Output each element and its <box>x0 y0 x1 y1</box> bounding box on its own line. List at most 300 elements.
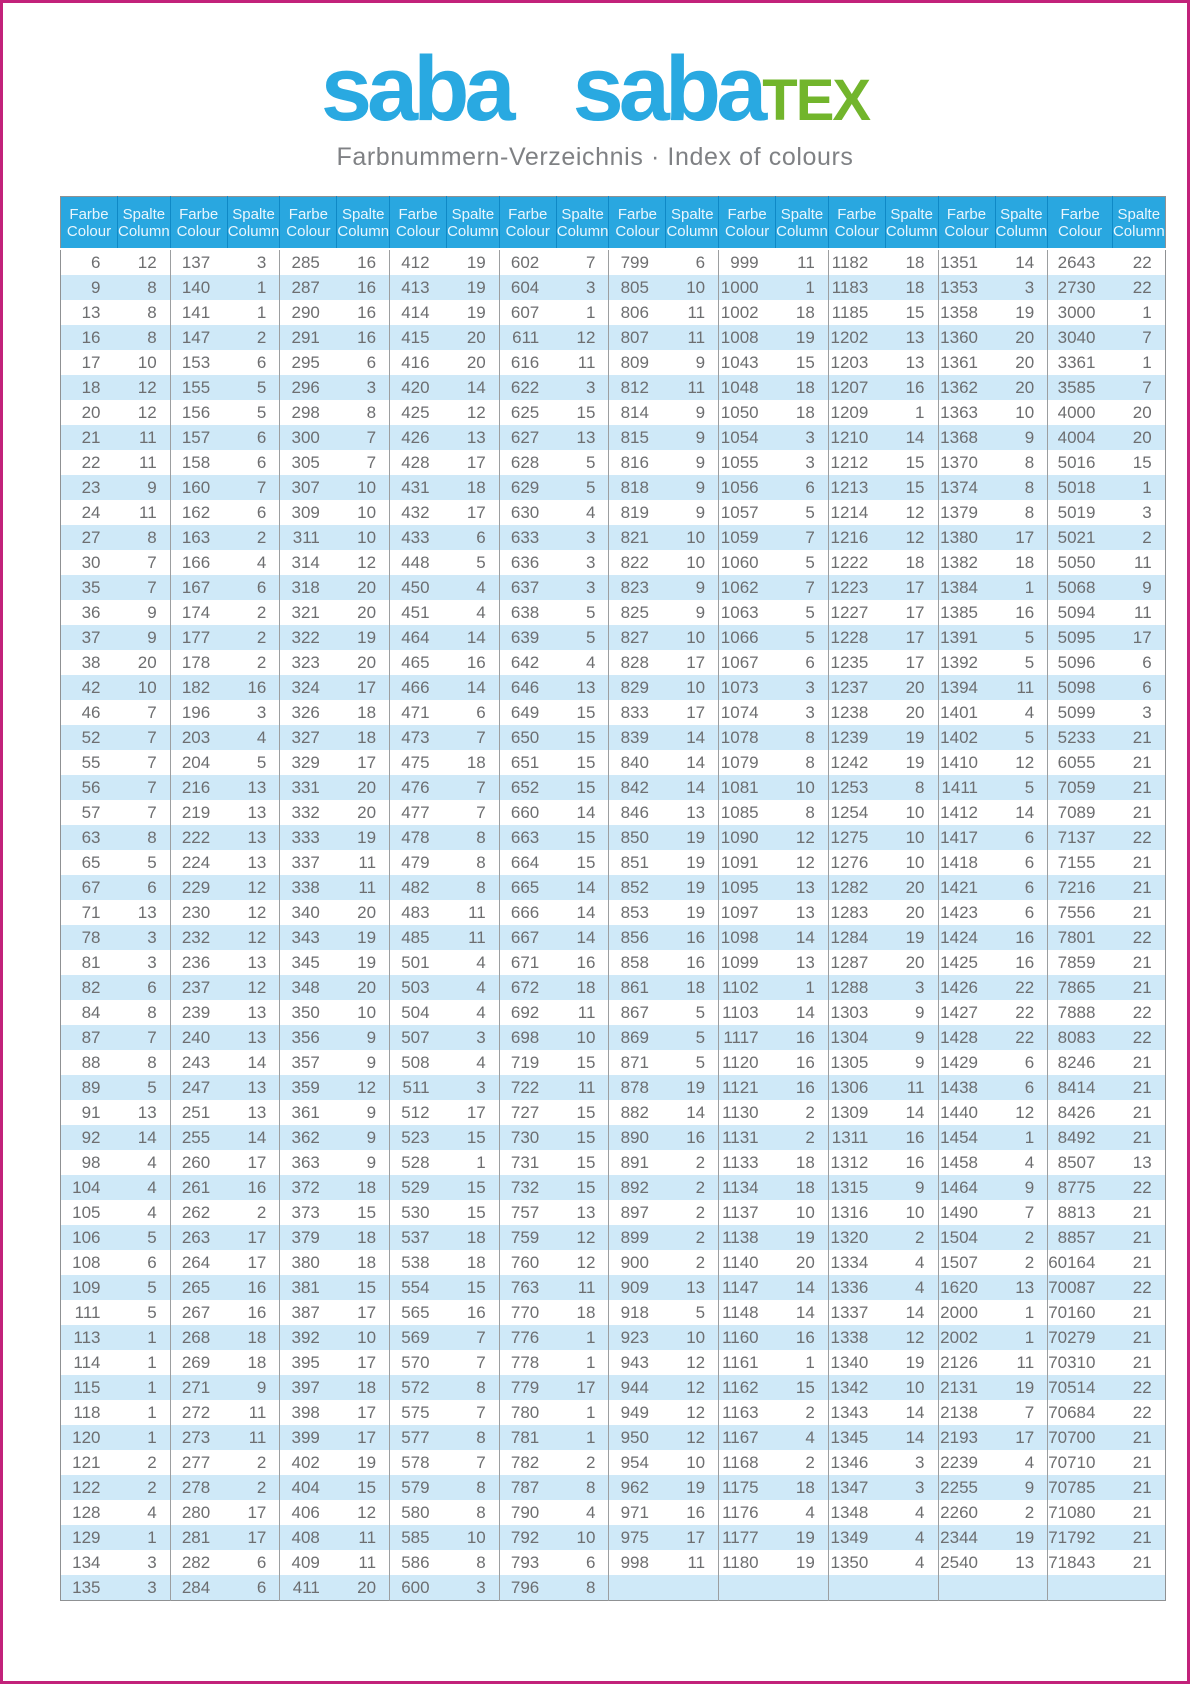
spalte-cell: 1 <box>227 275 280 300</box>
farbe-cell: 7865 <box>1048 975 1113 1000</box>
farbe-cell: 819 <box>620 502 649 522</box>
farbe-cell: 625 <box>510 402 540 422</box>
spalte-cell: 19 <box>885 1350 938 1375</box>
spalte-cell: 18 <box>776 1175 829 1200</box>
spalte-cell: 18 <box>227 1325 280 1350</box>
spalte-cell: 4 <box>447 1050 500 1075</box>
farbe-cell: 412 <box>401 252 430 272</box>
farbe-cell: 78 <box>61 925 118 950</box>
spalte-cell: 12 <box>666 1350 719 1375</box>
farbe-cell: 134 <box>72 1552 101 1572</box>
farbe-cell: 9 <box>61 275 118 300</box>
farbe-cell: 667 <box>499 925 556 950</box>
farbe-cell: 13 <box>81 302 101 322</box>
farbe-cell: 2255 <box>938 1475 995 1500</box>
spalte-cell: 14 <box>666 750 719 775</box>
farbe-cell: 1066 <box>719 625 776 650</box>
spalte-cell: 5 <box>995 625 1048 650</box>
spalte-cell: 17 <box>227 1250 280 1275</box>
farbe-cell: 361 <box>291 1102 320 1122</box>
farbe-cell: 1161 <box>722 1352 759 1372</box>
farbe-cell: 1353 <box>938 275 995 300</box>
farbe-cell: 580 <box>401 1502 430 1522</box>
spalte-cell: 20 <box>337 775 390 800</box>
farbe-cell: 290 <box>291 302 320 322</box>
spalte-cell: 1 <box>556 300 609 325</box>
spalte-cell: 11 <box>666 375 719 400</box>
spalte-cell: 12 <box>885 525 938 550</box>
spalte-cell: 5 <box>776 625 829 650</box>
farbe-cell: 1213 <box>828 475 885 500</box>
logo-row <box>3 38 1187 140</box>
farbe-cell: 1363 <box>940 402 978 422</box>
farbe-cell: 326 <box>291 702 320 722</box>
farbe-cell: 36 <box>81 602 101 622</box>
farbe-cell: 363 <box>291 1152 320 1172</box>
farbe-cell: 448 <box>401 552 430 572</box>
spalte-cell: 1 <box>995 1325 1048 1350</box>
farbe-cell: 649 <box>510 702 540 722</box>
farbe-cell: 284 <box>170 1575 227 1601</box>
spalte-cell: 22 <box>1132 1402 1152 1422</box>
spalte-cell: 7 <box>337 425 390 450</box>
spalte-cell: 10 <box>885 850 938 875</box>
spalte-cell: 3 <box>118 1550 171 1575</box>
spalte-cell: 22 <box>995 1000 1048 1025</box>
spalte-cell: 8 <box>885 775 938 800</box>
spalte-cell: 20 <box>885 950 938 975</box>
spalte-cell: 15 <box>447 1200 500 1225</box>
spalte-cell: 9 <box>666 475 719 500</box>
farbe-cell: 387 <box>291 1302 320 1322</box>
farbe-cell: 1620 <box>938 1275 995 1300</box>
spalte-cell: 11 <box>118 450 171 475</box>
farbe-cell: 1392 <box>940 652 978 672</box>
farbe-cell: 232 <box>170 925 227 950</box>
farbe-cell: 71843 <box>1048 1552 1096 1572</box>
spalte-cell: 10 <box>885 800 938 825</box>
farbe-cell: 167 <box>170 575 227 600</box>
spalte-cell: 20 <box>995 350 1048 375</box>
spalte-cell: 20 <box>885 700 938 725</box>
spalte-cell: 19 <box>337 825 390 850</box>
farbe-cell: 219 <box>181 802 211 822</box>
farbe-cell: 7888 <box>1057 1002 1096 1022</box>
spalte-cell: 11 <box>556 1000 609 1025</box>
spalte-cell: 4 <box>885 1250 938 1275</box>
spalte-cell: 14 <box>447 675 500 700</box>
farbe-cell: 672 <box>499 975 556 1000</box>
spalte-cell: 11 <box>337 1525 390 1550</box>
spalte-cell: 10 <box>556 1525 609 1550</box>
spalte-cell: 13 <box>227 800 280 825</box>
farbe-cell: 281 <box>170 1525 227 1550</box>
farbe-cell: 409 <box>291 1552 320 1572</box>
farbe-cell: 70310 <box>1048 1352 1096 1372</box>
farbe-cell: 1223 <box>828 575 885 600</box>
spalte-cell: 12 <box>337 1075 390 1100</box>
table-row <box>61 1325 1166 1350</box>
spalte-cell: 3 <box>447 1025 500 1050</box>
spalte-cell: 14 <box>556 900 609 925</box>
spalte-cell: 16 <box>227 675 280 700</box>
farbe-cell: 1063 <box>720 602 759 622</box>
spalte-cell: 21 <box>1132 1102 1152 1122</box>
farbe-cell: 565 <box>401 1302 430 1322</box>
farbe-cell: 1160 <box>719 1325 776 1350</box>
farbe-cell: 1345 <box>828 1425 885 1450</box>
farbe-cell: 265 <box>170 1275 227 1300</box>
table-row <box>61 1550 1166 1575</box>
farbe-cell: 529 <box>390 1175 447 1200</box>
spalte-cell: 17 <box>337 1350 390 1375</box>
spalte-cell: 1 <box>556 1350 609 1375</box>
farbe-cell: 22 <box>81 452 101 472</box>
farbe-cell: 1305 <box>830 1052 869 1072</box>
spalte-cell: 15 <box>1132 452 1152 472</box>
spalte-cell: 8 <box>118 525 171 550</box>
farbe-cell: 665 <box>499 875 556 900</box>
spalte-cell: 17 <box>885 600 938 625</box>
spalte-cell: 3 <box>556 375 609 400</box>
farbe-cell: 345 <box>291 952 320 972</box>
table-row <box>61 1225 1166 1250</box>
spalte-cell: 16 <box>995 600 1048 625</box>
table-row <box>61 1575 1166 1601</box>
spalte-cell: 21 <box>1132 952 1152 972</box>
farbe-cell: 8426 <box>1057 1102 1096 1122</box>
colour-index-table <box>60 196 1166 1601</box>
farbe-cell <box>1048 1575 1113 1601</box>
spalte-cell: 9 <box>337 1125 390 1150</box>
farbe-cell: 528 <box>401 1152 430 1172</box>
farbe-cell: 607 <box>510 302 540 322</box>
farbe-cell: 1374 <box>938 475 995 500</box>
farbe-cell: 1090 <box>719 825 776 850</box>
spalte-cell: 13 <box>776 950 829 975</box>
spalte-cell: 13 <box>776 875 829 900</box>
farbe-cell: 1177 <box>719 1525 776 1550</box>
farbe-cell: 853 <box>620 902 649 922</box>
table-row <box>61 1375 1166 1400</box>
spalte-cell: 21 <box>1132 1352 1152 1372</box>
spalte-cell: 12 <box>447 400 500 425</box>
spalte-cell: 6 <box>118 975 171 1000</box>
farbe-cell: 348 <box>280 975 337 1000</box>
spalte-cell: 4 <box>227 725 280 750</box>
table-row <box>61 1475 1166 1500</box>
farbe-cell: 356 <box>280 1025 337 1050</box>
farbe-cell: 1368 <box>938 425 995 450</box>
farbe-cell: 1210 <box>828 425 885 450</box>
spalte-cell: 1 <box>995 1300 1048 1325</box>
spalte-cell: 15 <box>776 350 829 375</box>
spalte-cell: 12 <box>556 325 609 350</box>
farbe-cell: 420 <box>390 375 447 400</box>
spalte-cell: 16 <box>227 1175 280 1200</box>
farbe-cell: 35 <box>61 575 118 600</box>
spalte-cell: 8 <box>118 1000 171 1025</box>
farbe-cell: 1209 <box>830 402 869 422</box>
farbe-cell: 897 <box>620 1202 649 1222</box>
spalte-cell: 10 <box>885 1375 938 1400</box>
farbe-cell: 324 <box>280 675 337 700</box>
table-row <box>61 400 1166 425</box>
farbe-cell: 305 <box>291 452 320 472</box>
spalte-cell: 12 <box>227 900 280 925</box>
col-header-spalte: Spalte Column <box>776 197 829 250</box>
spalte-cell: 8 <box>447 1550 500 1575</box>
farbe-cell: 671 <box>510 952 540 972</box>
table-row <box>61 550 1166 575</box>
farbe-cell: 1306 <box>828 1075 885 1100</box>
spalte-cell: 19 <box>337 925 390 950</box>
farbe-cell: 822 <box>620 552 649 572</box>
spalte-cell: 17 <box>885 650 938 675</box>
farbe-cell: 1358 <box>940 302 978 322</box>
farbe-cell: 570 <box>401 1352 430 1372</box>
farbe-cell: 1078 <box>719 725 776 750</box>
farbe-cell: 1097 <box>720 902 759 922</box>
farbe-cell: 8246 <box>1057 1052 1096 1072</box>
farbe-cell: 115 <box>61 1375 118 1400</box>
farbe-cell: 357 <box>291 1052 320 1072</box>
farbe-cell: 2344 <box>938 1525 995 1550</box>
spalte-cell: 21 <box>1112 1475 1165 1500</box>
farbe-cell: 4004 <box>1048 425 1113 450</box>
spalte-cell: 21 <box>1132 1302 1152 1322</box>
farbe-cell: 1311 <box>828 1125 885 1150</box>
spalte-cell: 22 <box>995 1025 1048 1050</box>
farbe-cell: 918 <box>620 1302 649 1322</box>
spalte-cell: 7 <box>447 725 500 750</box>
farbe-cell: 239 <box>181 1002 211 1022</box>
spalte-cell: 16 <box>776 1325 829 1350</box>
spalte-cell: 10 <box>337 525 390 550</box>
farbe-cell: 1073 <box>719 675 776 700</box>
farbe-cell: 263 <box>170 1225 227 1250</box>
spalte-cell: 4 <box>556 650 609 675</box>
spalte-cell: 13 <box>666 800 719 825</box>
spalte-cell: 20 <box>1132 402 1152 422</box>
spalte-cell: 21 <box>1132 902 1152 922</box>
farbe-cell: 639 <box>499 625 556 650</box>
spalte-cell: 15 <box>556 775 609 800</box>
spalte-cell: 8 <box>118 275 171 300</box>
spalte-cell: 20 <box>337 600 390 625</box>
spalte-cell: 15 <box>556 725 609 750</box>
spalte-cell: 14 <box>556 925 609 950</box>
farbe-cell: 1002 <box>720 302 759 322</box>
farbe-cell: 1062 <box>719 575 776 600</box>
spalte-cell: 18 <box>337 1225 390 1250</box>
spalte-cell: 10 <box>118 350 171 375</box>
farbe-cell: 397 <box>280 1375 337 1400</box>
farbe-cell: 782 <box>510 1452 540 1472</box>
spalte-cell: 12 <box>227 975 280 1000</box>
spalte-cell: 5 <box>666 1050 719 1075</box>
spalte-cell: 6 <box>556 1550 609 1575</box>
spalte-cell: 12 <box>337 550 390 575</box>
spalte-cell: 15 <box>337 1475 390 1500</box>
farbe-cell: 1428 <box>938 1025 995 1050</box>
farbe-cell: 1239 <box>828 725 885 750</box>
spalte-cell: 17 <box>337 1400 390 1425</box>
spalte-cell: 20 <box>337 575 390 600</box>
spalte-cell: 18 <box>776 1150 829 1175</box>
farbe-cell: 262 <box>181 1202 211 1222</box>
spalte-cell: 18 <box>337 1375 390 1400</box>
farbe-cell: 1182 <box>831 252 869 272</box>
spalte-cell: 7 <box>118 550 171 575</box>
farbe-cell: 1410 <box>940 752 978 772</box>
farbe-cell: 282 <box>181 1552 211 1572</box>
spalte-cell: 9 <box>885 1050 938 1075</box>
spalte-cell: 10 <box>666 275 719 300</box>
col-header-farbe: Farbe Colour <box>499 197 556 250</box>
spalte-cell: 14 <box>447 625 500 650</box>
farbe-cell: 1185 <box>831 302 869 322</box>
table-row <box>61 1125 1166 1150</box>
spalte-cell: 21 <box>1132 1502 1152 1522</box>
spalte-cell: 21 <box>1112 1425 1165 1450</box>
spalte-cell: 10 <box>118 675 171 700</box>
farbe-cell: 7556 <box>1057 902 1096 922</box>
spalte-cell: 1 <box>447 1150 500 1175</box>
farbe-cell: 251 <box>181 1102 211 1122</box>
spalte-cell: 6 <box>995 825 1048 850</box>
farbe-cell: 650 <box>499 725 556 750</box>
farbe-cell: 237 <box>170 975 227 1000</box>
farbe-cell: 1048 <box>719 375 776 400</box>
spalte-cell: 17 <box>666 650 719 675</box>
table-row <box>61 1275 1166 1300</box>
spalte-cell: 21 <box>1132 1052 1152 1072</box>
farbe-cell: 343 <box>280 925 337 950</box>
spalte-cell: 4 <box>556 500 609 525</box>
spalte-cell: 9 <box>666 600 719 625</box>
spalte-cell: 3 <box>1142 502 1152 522</box>
spalte-cell: 14 <box>556 800 609 825</box>
farbe-cell: 2138 <box>940 1402 978 1422</box>
spalte-cell: 14 <box>556 875 609 900</box>
farbe-cell: 1067 <box>720 652 759 672</box>
spalte-cell <box>666 1575 719 1601</box>
farbe-cell: 2131 <box>938 1375 995 1400</box>
spalte-cell: 5 <box>227 400 280 425</box>
farbe-cell: 1140 <box>722 1252 759 1272</box>
spalte-cell: 6 <box>666 249 719 275</box>
spalte-cell: 6 <box>227 425 280 450</box>
spalte-cell: 9 <box>118 475 171 500</box>
spalte-cell: 19 <box>447 275 500 300</box>
table-row <box>61 1200 1166 1225</box>
spalte-cell: 1 <box>776 275 829 300</box>
farbe-cell: 329 <box>291 752 320 772</box>
spalte-cell: 12 <box>885 500 938 525</box>
spalte-cell: 18 <box>337 1175 390 1200</box>
farbe-cell: 340 <box>291 902 320 922</box>
spalte-cell: 15 <box>556 825 609 850</box>
spalte-cell: 10 <box>337 1325 390 1350</box>
spalte-cell: 13 <box>227 950 280 975</box>
spalte-cell: 13 <box>447 425 500 450</box>
farbe-cell: 71792 <box>1048 1525 1113 1550</box>
farbe-cell: 243 <box>181 1052 211 1072</box>
farbe-cell: 321 <box>291 602 320 622</box>
farbe-cell: 428 <box>401 452 430 472</box>
farbe-cell: 105 <box>72 1202 101 1222</box>
spalte-cell: 5 <box>776 600 829 625</box>
farbe-cell: 135 <box>61 1575 118 1601</box>
spalte-cell: 3 <box>337 375 390 400</box>
spalte-cell: 20 <box>995 375 1048 400</box>
farbe-cell: 1334 <box>830 1252 869 1272</box>
col-header-farbe: Farbe Colour <box>938 197 995 250</box>
farbe-cell: 7859 <box>1057 952 1096 972</box>
farbe-cell: 850 <box>609 825 666 850</box>
spalte-cell: 11 <box>1134 602 1152 622</box>
farbe-cell: 118 <box>73 1402 101 1422</box>
farbe-cell: 1054 <box>719 425 776 450</box>
spalte-cell: 16 <box>337 300 390 325</box>
table-row <box>61 600 1166 625</box>
farbe-cell: 1085 <box>720 802 759 822</box>
spalte-cell: 20 <box>337 900 390 925</box>
farbe-cell: 296 <box>280 375 337 400</box>
farbe-cell: 585 <box>390 1525 447 1550</box>
spalte-cell: 19 <box>666 825 719 850</box>
spalte-cell: 17 <box>227 1150 280 1175</box>
spalte-cell: 5 <box>118 1225 171 1250</box>
farbe-cell: 572 <box>390 1375 447 1400</box>
spalte-cell: 21 <box>1112 725 1165 750</box>
spalte-cell: 11 <box>227 1400 280 1425</box>
spalte-cell: 11 <box>666 1550 719 1575</box>
col-header-spalte: Spalte Column <box>337 197 390 250</box>
farbe-cell: 147 <box>170 325 227 350</box>
spalte-cell: 21 <box>1112 1225 1165 1250</box>
farbe-cell: 628 <box>510 452 540 472</box>
farbe-cell: 1168 <box>722 1452 759 1472</box>
farbe-cell: 3000 <box>1057 302 1096 322</box>
spalte-cell: 22 <box>1112 1275 1165 1300</box>
spalte-cell: 21 <box>1112 1525 1165 1550</box>
spalte-cell: 20 <box>447 325 500 350</box>
spalte-cell: 2 <box>227 1450 280 1475</box>
spalte-cell: 16 <box>227 1300 280 1325</box>
col-header-spalte: Spalte Column <box>1112 197 1165 250</box>
spalte-cell <box>776 1575 829 1601</box>
farbe-cell: 954 <box>620 1452 649 1472</box>
farbe-cell: 891 <box>620 1152 649 1172</box>
spalte-cell: 6 <box>995 1075 1048 1100</box>
farbe-cell: 450 <box>390 575 447 600</box>
farbe-cell: 7801 <box>1048 925 1113 950</box>
spalte-cell: 7 <box>118 800 171 825</box>
farbe-cell: 70160 <box>1048 1302 1096 1322</box>
spalte-cell: 21 <box>1112 1325 1165 1350</box>
spalte-cell: 11 <box>776 249 829 275</box>
farbe-cell: 1117 <box>719 1025 776 1050</box>
farbe-cell: 1287 <box>830 952 869 972</box>
spalte-cell: 8 <box>995 500 1048 525</box>
spalte-cell: 16 <box>995 950 1048 975</box>
farbe-cell: 121 <box>72 1452 101 1472</box>
farbe-cell: 17 <box>81 352 101 372</box>
spalte-cell: 10 <box>337 1000 390 1025</box>
farbe-cell: 70087 <box>1048 1275 1113 1300</box>
